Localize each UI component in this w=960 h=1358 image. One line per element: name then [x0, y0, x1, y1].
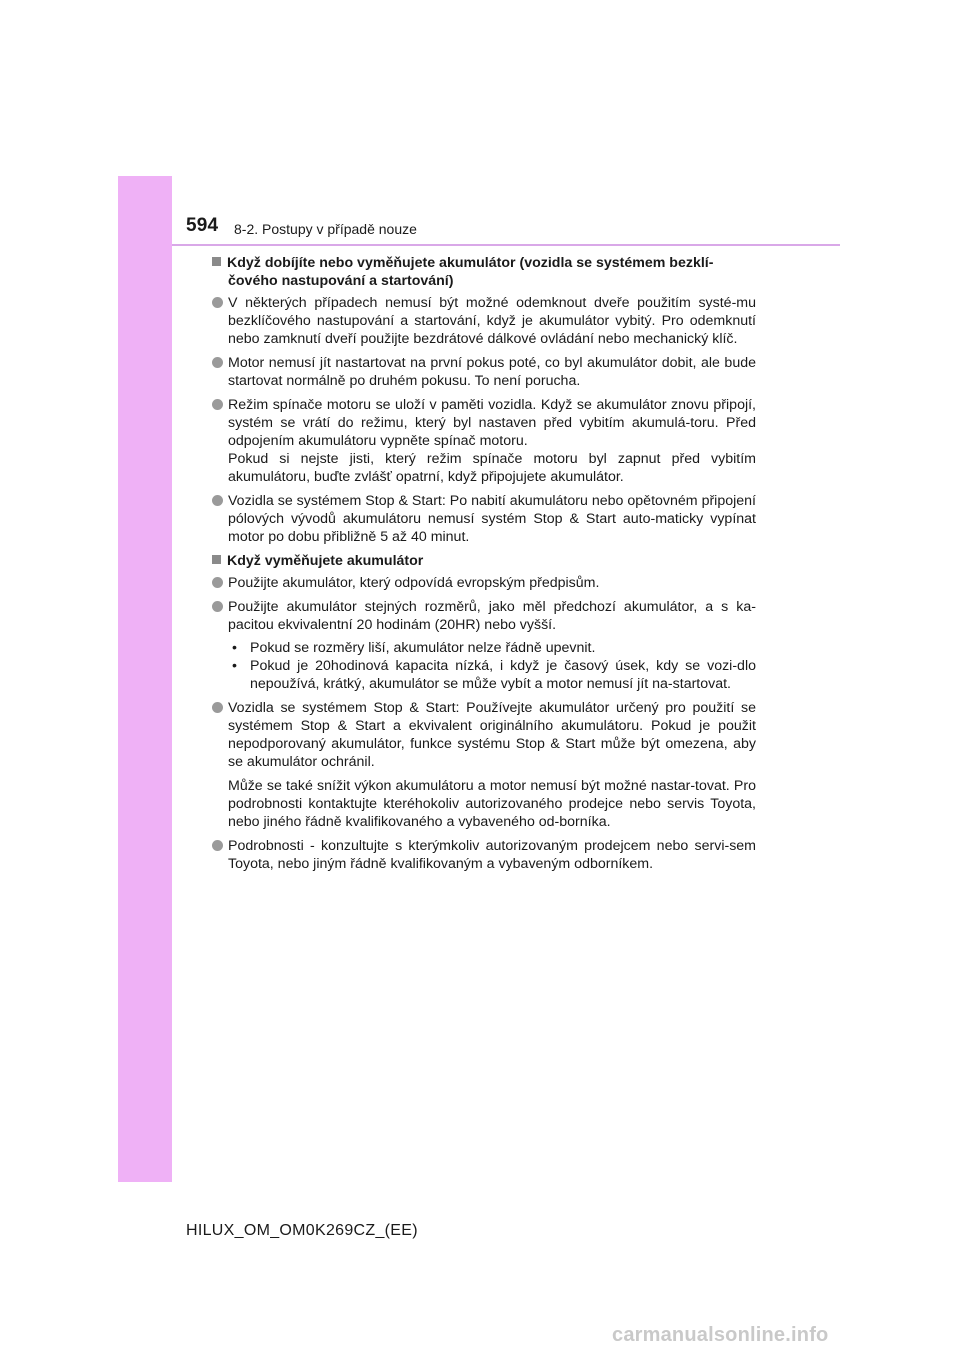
circle-bullet-icon [212, 399, 223, 410]
item-text: Podrobnosti - konzultujte s kterýmkoliv autorizovaným prodejcem nebo servi-sem Toyota, nebo jiným řádně kvalifikovaným a vybaveným odborníkem. [228, 838, 756, 872]
list-item [212, 396, 756, 486]
document-code: HILUX_OM_OM0K269CZ_(EE) [186, 1222, 418, 1239]
square-bullet-icon [212, 257, 221, 266]
item-text: Vozidla se systémem Stop & Start: Používejte akumulátor určený pro použití se systémem Stop & Start a ekvivalent originálního akumulátoru. Pokud je použit nepodporovaný akumulátor, funkce systému Stop & Start může být omezena, aby se akumulátor ochránil. [228, 700, 756, 770]
list-item [212, 492, 756, 546]
list-item [212, 354, 756, 390]
sub-list-item: • Pokud je 20hodinová kapacita nízká, i když je časový úsek, kdy se vozi-dlo nepoužívá, krátký, akumulátor se může vybít a motor nemusí jít na-startovat. [232, 658, 756, 692]
page-content [212, 254, 756, 879]
item-text-continued: Pokud si nejste jisti, který režim spínače motoru byl zapnut před vybitím akumulátoru, buďte zvlášť opatrní, když připojujete akumulátor. [228, 451, 756, 485]
section-title: 8-2. Postupy v případě nouze [234, 221, 417, 237]
item-text-continued: Může se také snížit výkon akumulátoru a motor nemusí být možné nastar-tovat. Pro podrobnosti kontaktujte kteréhokoliv autorizovaného prodejce nebo servis Toyota, nebo jiného řádně kvalifikovaného a vybaveného od-borníka. [228, 778, 756, 830]
circle-bullet-icon [212, 577, 223, 588]
item-text: V některých případech nemusí být možné odemknout dveře použitím systé-mu bezklíčového nastupování a startování, když je akumulátor vybitý. Pro odemknutí nebo zamknutí dveří použijte bezdrátové dálkové ovládání nebo mechanický klíč. [228, 295, 756, 347]
list-item [212, 294, 756, 348]
sub-list [228, 639, 756, 693]
list-item [212, 598, 756, 693]
dot-bullet-icon: • [232, 658, 237, 674]
section-heading: Když vyměňujete akumulátor [212, 552, 756, 570]
circle-bullet-icon [212, 297, 223, 308]
circle-bullet-icon [212, 702, 223, 713]
item-text: Režim spínače motoru se uloží v paměti vozidla. Když se akumulátor znovu připojí, systém se vrátí do režimu, který byl nastaven před vybitím akumulá-toru. Před odpojením akumulátoru vypněte spínač motoru. [228, 397, 756, 449]
circle-bullet-icon [212, 840, 223, 851]
circle-bullet-icon [212, 601, 223, 612]
item-text: Použijte akumulátor stejných rozměrů, jako měl předchozí akumulátor, a s ka-pacitou ekvivalentní 20 hodinám (20HR) nebo vyšší. [228, 599, 756, 633]
side-color-band [118, 176, 172, 1182]
sub-list-item: • Pokud se rozměry liší, akumulátor nelze řádně upevnit. [232, 640, 596, 656]
header-divider [172, 244, 840, 246]
dot-bullet-icon: • [232, 640, 237, 656]
list-item [212, 699, 756, 831]
item-text: Použijte akumulátor, který odpovídá evropským předpisům. [228, 575, 600, 591]
item-text: Motor nemusí jít nastartovat na první pokus poté, co byl akumulátor dobit, ale bude startovat normálně po druhém pokusu. To není porucha. [228, 355, 756, 389]
circle-bullet-icon [212, 495, 223, 506]
watermark: carmanualsonline.info [612, 1324, 829, 1346]
page-number: 594 [186, 215, 219, 236]
item-text: Vozidla se systémem Stop & Start: Po nabití akumulátoru nebo opětovném připojení pólových vývodů akumulátoru nemusí systém Stop & Start auto-maticky vypínat motor po dobu přibližně 5 až 40 minut. [228, 493, 756, 545]
circle-bullet-icon [212, 357, 223, 368]
list-item [212, 837, 756, 873]
list-item [212, 574, 756, 592]
section-heading: Když dobíjíte nebo vyměňujete akumulátor (vozidla se systémem bezklí-čového nastupování a startování) [212, 254, 756, 290]
square-bullet-icon [212, 555, 221, 564]
